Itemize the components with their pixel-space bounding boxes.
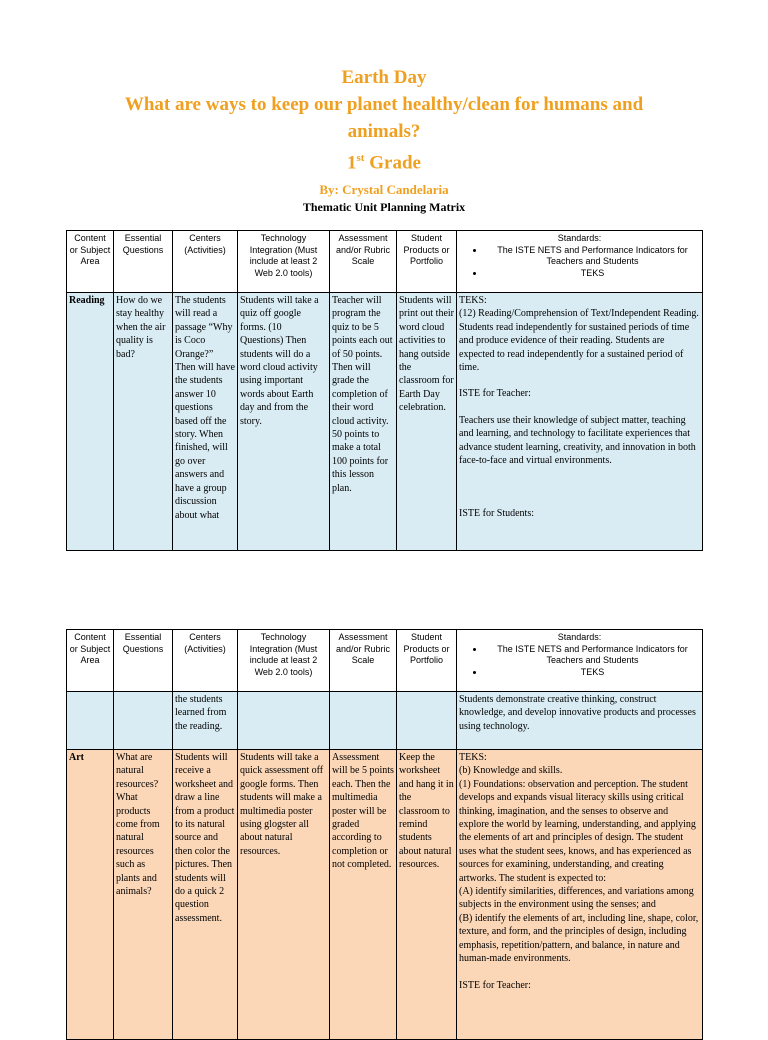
title-line-3: animals? (347, 121, 421, 142)
standards-bullet-iste: • The ISTE NETS and Performance Indicators for Teachers and Students (485, 245, 700, 268)
col-header-products: Student Products or Portfolio (397, 231, 457, 293)
cell-question: What are natural resources? What products come from natural resources such as plants and animals? (114, 750, 173, 1040)
standards-label: TEKS: (459, 752, 487, 763)
standards-label: ISTE for Students: (459, 508, 534, 520)
cell-tech: Students will take a quiz off google forms. (10 Questions) Then students will do a word cloud activity using important words about Earth day and from the story. (238, 293, 330, 551)
standards-text: (1) Foundations: observation and perception. The student develops and expands visual literacy skills using critical thinking, imagination, and the senses to observe and explore the world by learning, understanding, and applying the elements of art and principles of design. The student uses what the student sees, knows, and has experienced as sources for examining, understanding, and creating artworks. The student is expected to: (459, 778, 696, 884)
col-header-products: Student Products or Portfolio (397, 630, 457, 692)
grade-superscript: st (356, 152, 365, 164)
col-header-assessment: Assessment and/or Rubric Scale (330, 231, 397, 293)
planning-matrix-art (66, 629, 703, 1040)
col-header-questions: Essential Questions (114, 231, 173, 293)
col-header-tech: Technology Integration (Must include at least 2 Web 2.0 tools) (238, 630, 330, 692)
cell-standards (457, 293, 703, 551)
planning-matrix-reading (66, 230, 703, 551)
matrix-title: Thematic Unit Planning Matrix (302, 200, 466, 214)
cell-products: Keep the worksheet and hang it in the classroom to remind students about natural resources. (397, 750, 457, 1040)
header-row (67, 630, 703, 692)
standards-label: ISTE for Teacher: (459, 979, 531, 991)
document-title (0, 64, 768, 200)
col-header-assessment: Assessment and/or Rubric Scale (330, 630, 397, 692)
standards-text: (12) Reading/Comprehension of Text/Independent Reading. Students read independently for sustained periods of time and produce evidence of their reading. Students are expected to read independently for a sustained period of time. (459, 308, 699, 374)
cell-question-empty (114, 692, 173, 750)
standards-title: Standards: (557, 233, 602, 243)
cell-centers: Students will receive a worksheet and draw a line from a product to its natural source and then color the pictures. Then students will do a quick 2 question assessment. (173, 750, 238, 1040)
standards-label: ISTE for Teacher: (459, 388, 531, 400)
grade-number: 1 (347, 152, 357, 174)
col-header-questions: Essential Questions (114, 630, 173, 692)
title-line-1: Earth Day (341, 67, 427, 88)
cell-products: Students will print out their word cloud activities to hang outside the classroom for Earth Day celebration. (397, 293, 457, 551)
standards-text: Teachers use their knowledge of subject matter, teaching and learning, and technology to facilitate experiences that advance student learning, creativity, and innovation in both face-to-face and virtual environments. (459, 414, 696, 467)
subject-art: Art (67, 750, 114, 1040)
cell-question: How do we stay healthy when the air quality is bad? (114, 293, 173, 551)
cell-standards: Students demonstrate creative thinking, construct knowledge, and develop innovative products and processes using technology. (457, 692, 703, 750)
table-row-continuation (67, 692, 703, 750)
title-line-2: What are ways to keep our planet healthy/clean for humans and (124, 94, 644, 115)
standards-text: (b) Knowledge and skills. (459, 765, 563, 777)
col-header-standards (457, 630, 703, 692)
standards-title: Standards: (557, 632, 602, 642)
grade-line (0, 145, 768, 176)
standards-bullet-teks: • TEKS (485, 268, 700, 280)
header-row (67, 231, 703, 293)
cell-assessment: Assessment will be 5 points each. Then the multimedia poster will be graded according to completion or not completed. (330, 750, 397, 1040)
cell-standards (457, 750, 703, 1040)
cell-subject-empty (67, 692, 114, 750)
cell-centers: the students learned from the reading. (173, 692, 238, 750)
col-header-standards (457, 231, 703, 293)
col-header-content: Content or Subject Area (67, 630, 114, 692)
table-row-art (67, 750, 703, 1040)
standards-label: TEKS: (459, 295, 487, 306)
grade-word: Grade (364, 152, 421, 174)
cell-centers: The students will read a passage “Why is Coco Orange?” Then will have the students answer 10 questions based off the story. When finished, will go over answers and have a group discussion about what (173, 293, 238, 551)
subject-reading: Reading (67, 293, 114, 551)
col-header-centers: Centers (Activities) (173, 231, 238, 293)
col-header-centers: Centers (Activities) (173, 630, 238, 692)
table-row-reading (67, 293, 703, 551)
standards-bullet-teks: • TEKS (485, 667, 700, 679)
col-header-tech: Technology Integration (Must include at least 2 Web 2.0 tools) (238, 231, 330, 293)
cell-tech-empty (238, 692, 330, 750)
standards-text: (B) identify the elements of art, including line, shape, color, texture, and form, and the principles of design, including emphasis, repetition/pattern, and balance, in nature and human-made environments. (459, 912, 699, 965)
cell-assessment-empty (330, 692, 397, 750)
standards-text: (A) identify similarities, differences, and variations among subjects in the environment using the senses; and (459, 886, 694, 911)
cell-products-empty (397, 692, 457, 750)
author-byline: By: Crystal Candelaria (319, 182, 449, 198)
standards-bullet-iste: • The ISTE NETS and Performance Indicators for Teachers and Students (485, 644, 700, 667)
cell-tech: Students will take a quick assessment off google forms. Then students will make a multimedia poster using glogster all about natural resources. (238, 750, 330, 1040)
col-header-content: Content or Subject Area (67, 231, 114, 293)
cell-assessment: Teacher will program the quiz to be 5 points each out of 50 points. Then will grade the completion of their word cloud activity. 50 points to make a total 100 points for this lesson plan. (330, 293, 397, 551)
